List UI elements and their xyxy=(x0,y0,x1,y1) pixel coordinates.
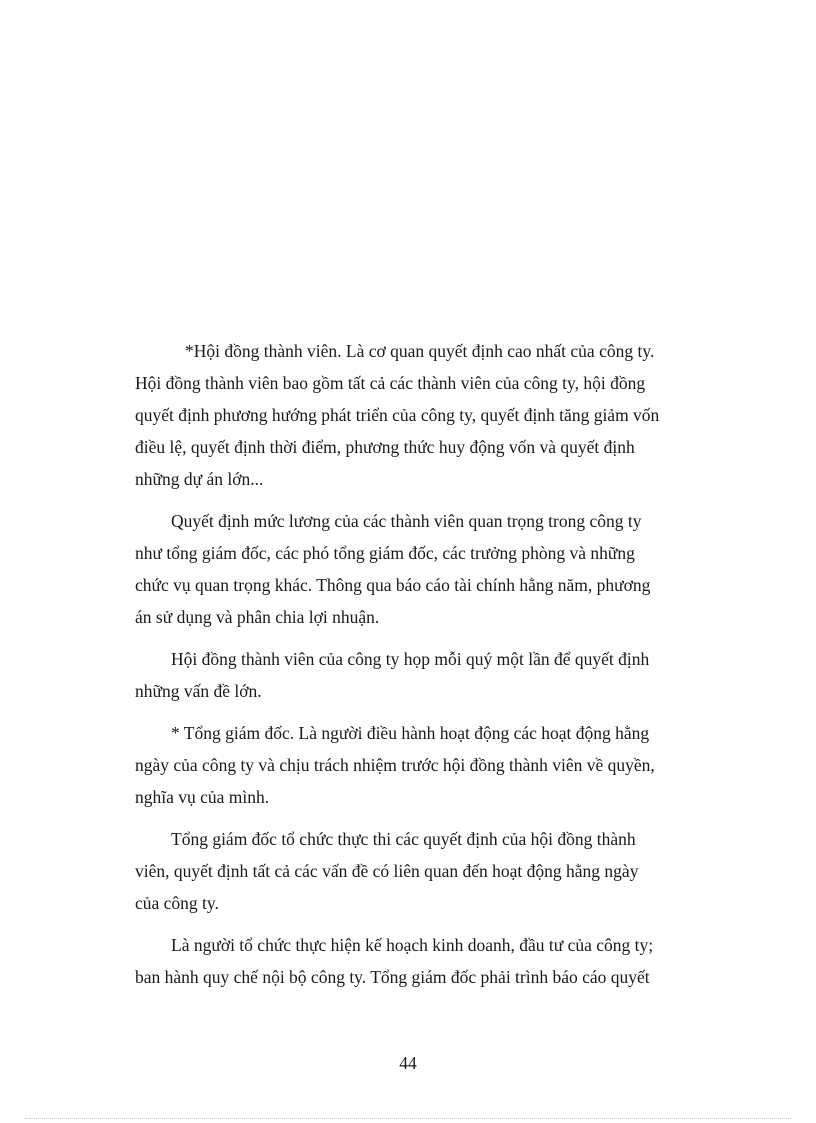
text-line: Hội đồng thành viên của công ty họp mỗi quý một lần để quyết định xyxy=(171,649,650,669)
text-line: nghĩa vụ của mình. xyxy=(135,787,270,807)
text-line: viên, quyết định tất cả các vấn đề có liên quan đến hoạt động hằng ngày xyxy=(135,861,639,881)
text-line: chức vụ quan trọng khác. Thông qua báo cáo tài chính hằng năm, phương xyxy=(135,575,651,595)
paragraph-general-director xyxy=(135,717,715,813)
paragraph-salary-decision xyxy=(135,505,715,633)
text-line: *Hội đồng thành viên. Là cơ quan quyết định cao nhất của công ty. xyxy=(185,341,655,361)
paragraph-quarterly-meeting xyxy=(135,643,715,707)
text-line: * Tổng giám đốc. Là người điều hành hoạt động các hoạt động hằng xyxy=(171,723,650,743)
text-line: Quyết định mức lương của các thành viên quan trọng trong công ty xyxy=(171,511,642,531)
text-line: điều lệ, quyết định thời điểm, phương thức huy động vốn và quyết định xyxy=(135,437,635,457)
text-line: Là người tổ chức thực hiện kế hoạch kinh doanh, đầu tư của công ty; xyxy=(171,935,654,955)
text-line: án sử dụng và phân chia lợi nhuận. xyxy=(135,607,380,627)
text-line: những vấn đề lớn. xyxy=(135,681,262,701)
page-number: 44 xyxy=(399,1053,417,1073)
text-line: ngày của công ty và chịu trách nhiệm trước hội đồng thành viên về quyền, xyxy=(135,755,655,775)
text-line: ban hành quy chế nội bộ công ty. Tổng giám đốc phải trình báo cáo quyết xyxy=(135,967,650,987)
paragraph-business-plan xyxy=(135,929,715,993)
paragraph-board-of-members xyxy=(135,335,715,495)
text-line: của công ty. xyxy=(135,893,219,913)
text-line: những dự án lớn... xyxy=(135,469,264,489)
body-text xyxy=(135,335,715,1003)
text-line: như tổng giám đốc, các phó tổng giám đốc, các trưởng phòng và những xyxy=(135,543,635,563)
text-line: Hội đồng thành viên bao gồm tất cả các thành viên của công ty, hội đồng xyxy=(135,373,646,393)
page-bottom-divider xyxy=(25,1118,791,1119)
text-line: Tổng giám đốc tổ chức thực thi các quyết định của hội đồng thành xyxy=(171,829,636,849)
text-line: quyết định phương hướng phát triển của công ty, quyết định tăng giảm vốn xyxy=(135,405,660,425)
paragraph-director-execution xyxy=(135,823,715,919)
